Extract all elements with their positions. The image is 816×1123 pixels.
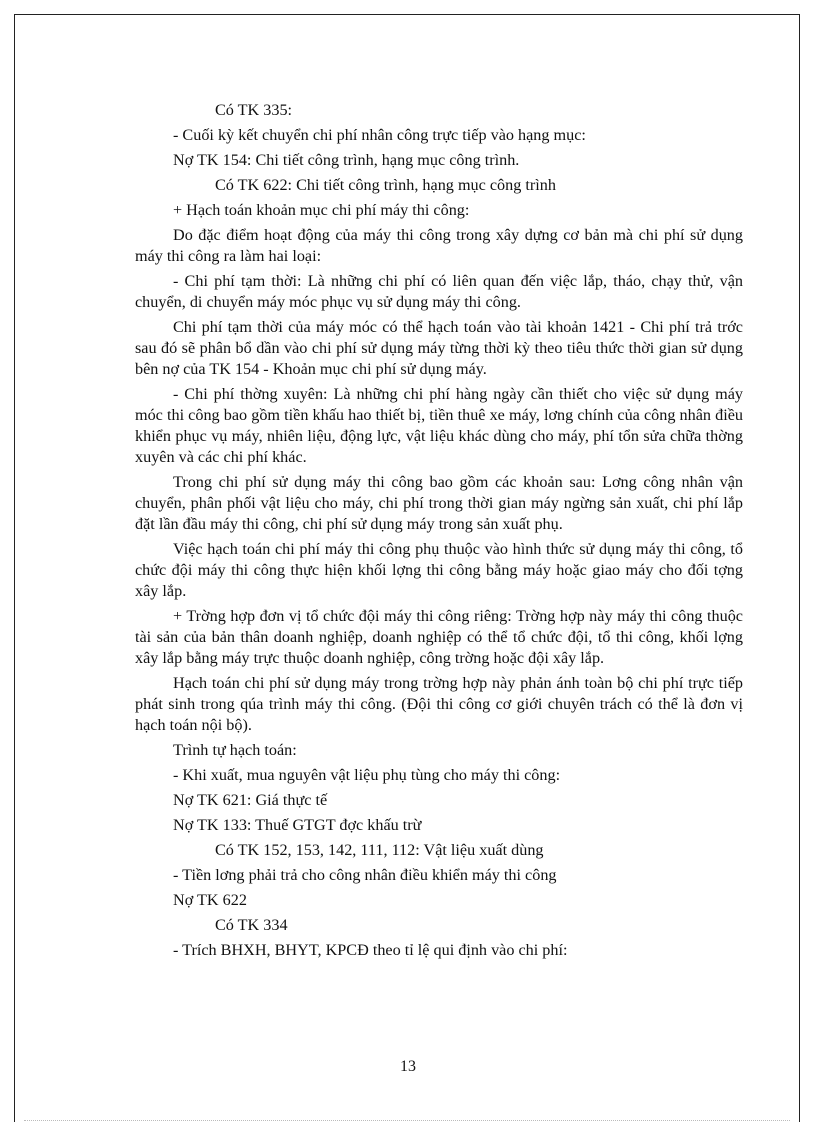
text-line: - Tiền lơng phải trả cho công nhân điều khiển máy thi công bbox=[173, 866, 557, 884]
paragraph: Hạch toán chi phí sử dụng máy trong trờng hợp này phản ánh toàn bộ chi phí trực tiếp phát sinh trong qúa trình máy thi công. (Đội thi công cơ giới chuyên trách có thể là đơn vị hạch toán nội bộ). bbox=[135, 674, 743, 734]
text-line: Trình tự hạch toán: bbox=[173, 741, 297, 759]
paragraph: Trong chi phí sử dụng máy thi công bao gồm các khoản sau: Lơng công nhân vận chuyển, phân phối vật liệu cho máy, chi phí trong thời gian máy ngừng sản xuất, chi phí lắp đặt lần đầu máy thi công, chi phí sử dụng máy trong sản xuất phụ. bbox=[135, 473, 743, 533]
text-line: Có TK 622: Chi tiết công trình, hạng mục công trình bbox=[215, 176, 556, 194]
text-line: + Hạch toán khoản mục chi phí máy thi công: bbox=[173, 201, 470, 219]
text-line: Nợ TK 133: Thuế GTGT đợc khấu trừ bbox=[173, 816, 422, 834]
paragraph: Do đặc điểm hoạt động của máy thi công trong xây dựng cơ bản mà chi phí sử dụng máy thi công ra làm hai loại: bbox=[135, 226, 743, 265]
paragraph: - Chi phí thờng xuyên: Là những chi phí hàng ngày cần thiết cho việc sử dụng máy móc thi công bao gồm tiền khấu hao thiết bị, tiền thuê xe máy, lơng chính của công nhân điều khiển phục vụ máy, nhiên liệu, động lực, vật liệu khác dùng cho máy, phí tổn sửa chữa thờng xuyên và các chi phí khác. bbox=[135, 385, 743, 466]
page-number: 13 bbox=[400, 1058, 416, 1075]
paragraph: Việc hạch toán chi phí máy thi công phụ thuộc vào hình thức sử dụng máy thi công, tổ chức đội máy thi công thực hiện khối lợng thi công bằng máy hoặc giao máy cho đối tợng xây lắp. bbox=[135, 540, 743, 600]
text-line: Có TK 335: bbox=[215, 101, 293, 119]
paragraph: - Chi phí tạm thời: Là những chi phí có liên quan đến việc lắp, tháo, chạy thử, vận chuyển, di chuyển máy móc phục vụ sử dụng máy thi công. bbox=[135, 272, 743, 311]
text-line: Nợ TK 621: Giá thực tế bbox=[173, 791, 328, 809]
text-line: - Cuối kỳ kết chuyển chi phí nhân công trực tiếp vào hạng mục: bbox=[173, 126, 586, 144]
paragraph: + Trờng hợp đơn vị tổ chức đội máy thi công riêng: Trờng hợp này máy thi công thuộc tài sản của bản thân doanh nghiệp, doanh nghiệp có thể tổ chức đội, tổ thi công, khối lợng xây lắp bằng máy trực thuộc doanh nghiệp, công trờng hoặc đội xây lắp. bbox=[135, 607, 743, 667]
paragraph: Chi phí tạm thời của máy móc có thể hạch toán vào tài khoản 1421 - Chi phí trả trớc sau đó sẽ phân bổ dần vào chi phí sử dụng máy từng thời kỳ theo tiêu thức thời gian sử dụng bên nợ của TK 154 - Khoản mục chi phí sử dụng máy. bbox=[135, 318, 743, 378]
text-line: - Khi xuất, mua nguyên vật liệu phụ tùng cho máy thi công: bbox=[173, 766, 561, 784]
bottom-rule bbox=[24, 1120, 790, 1121]
text-line: - Trích BHXH, BHYT, KPCĐ theo tỉ lệ qui định vào chi phí: bbox=[173, 941, 568, 959]
text-line: Có TK 152, 153, 142, 111, 112: Vật liệu xuất dùng bbox=[215, 841, 544, 859]
text-line: Nợ TK 154: Chi tiết công trình, hạng mục công trình. bbox=[173, 151, 520, 169]
document-body bbox=[135, 100, 743, 965]
text-line: Có TK 334 bbox=[215, 916, 288, 934]
text-line: Nợ TK 622 bbox=[173, 891, 247, 909]
